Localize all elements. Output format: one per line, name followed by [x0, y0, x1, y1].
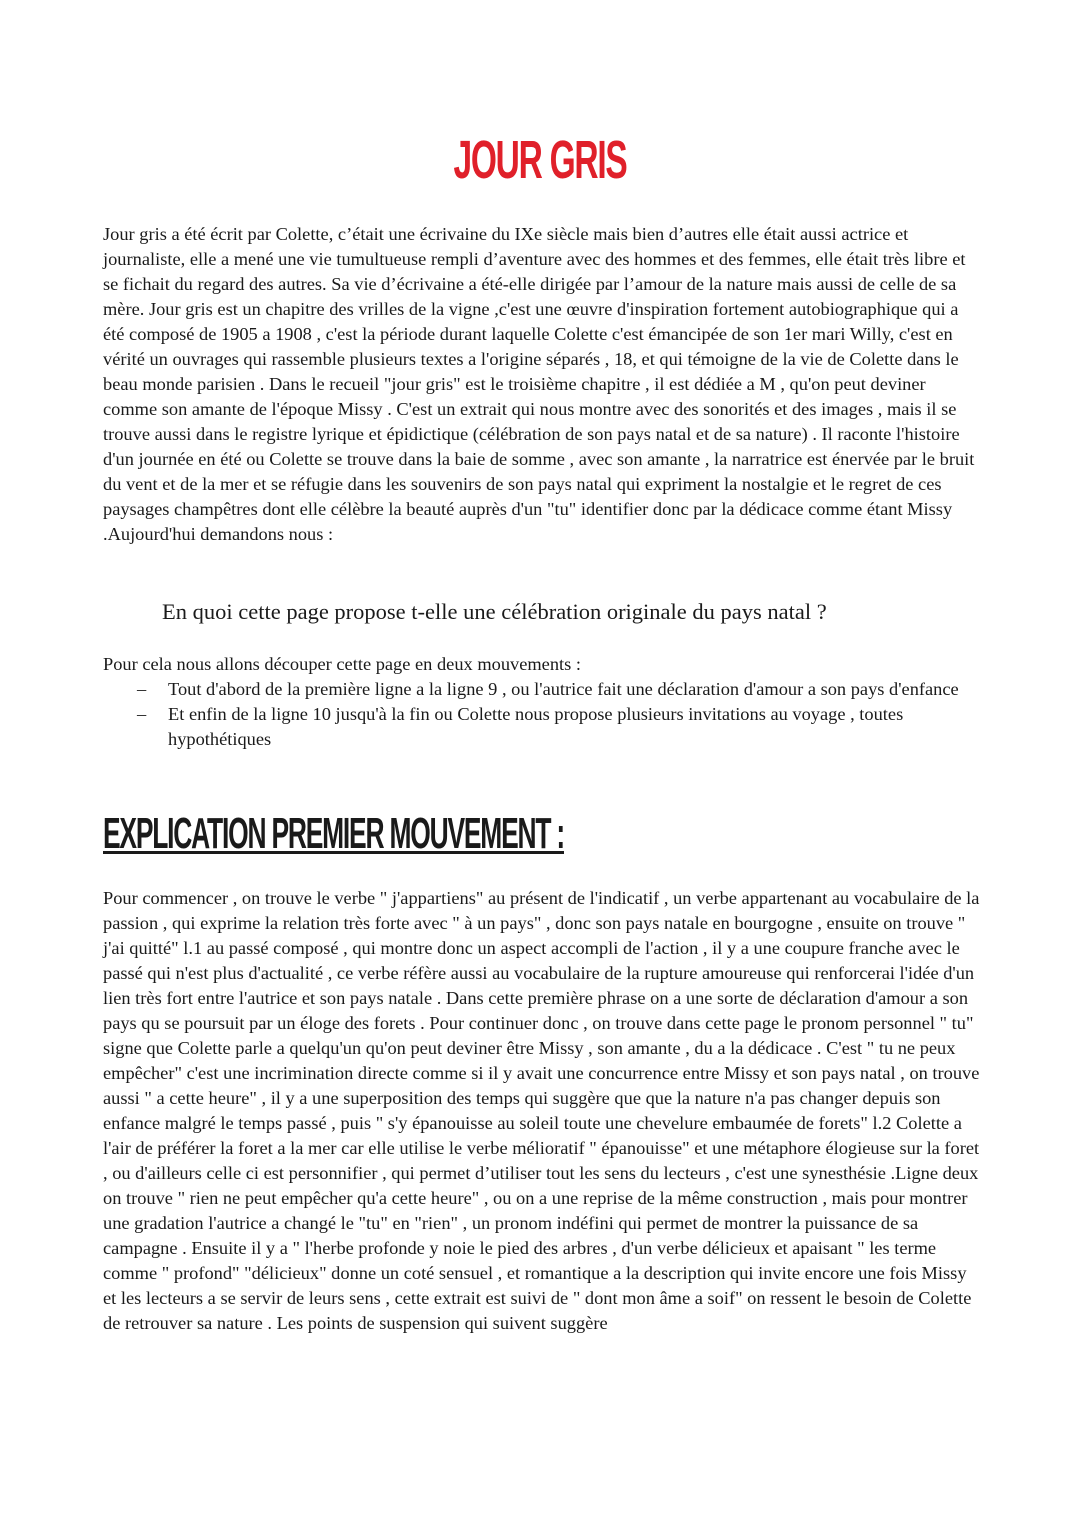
dash-bullet: – [137, 679, 147, 699]
plan-lead: Pour cela nous allons découper cette page en deux mouvements : [103, 654, 582, 674]
plan-item-text: Tout d'abord de la première ligne a la ligne 9 , ou l'autrice fait une déclaration d'amour a son pays d'enfance [168, 679, 959, 699]
problematique: En quoi cette page propose t-elle une célébration originale du pays natal ? [162, 599, 827, 624]
plan-list [103, 677, 983, 752]
list-item [103, 677, 983, 702]
explication-paragraph: Pour commencer , on trouve le verbe " j'appartiens" au présent de l'indicatif , un verbe appartenant au vocabulaire de la passion , qui exprime la relation très forte avec " à un pays" , donc son pays natale en bourgogne , ensuite on trouve " j'ai quitté" l.1 au passé composé , qui montre donc un aspect accompli de l'action , il y a une coupure franche avec le passé qui n'est plus d'actualité , ce verbe réfère aussi au vocabulaire de la rupture amoureuse qui renforcerai l'idée d'un lien très fort entre l'autrice et son pays natale . Dans cette première phrase on a une sorte de déclaration d'amour a son pays qu se poursuit par un éloge des forets . Pour continuer donc , on trouve dans cette page le pronom personnel " tu" signe que Colette parle a quelqu'un qu'on peut deviner être Missy , son amante , du a la dédicace . C'est " tu ne peux empêcher" c'est une incrimination directe comme si il y avait une concurrence entre Missy et son pays natal , on trouve aussi " a cette heure" , il y a une superposition des temps qui suggère que que la nature n'a pas changer depuis son enfance malgré le temps passé , puis " s'y épanouisse au soleil toute une chevelure embaumée de forets" l.2 Colette a l'air de préférer la foret a la mer car elle utilise le verbe mélioratif " épanouisse" et une métaphore élogieuse sur la foret , ou d'ailleurs celle ci est personnifier , qui permet d’utiliser tout les sens du lecteurs , c'est une synesthésie .Ligne deux on trouve " rien ne peut empêcher qu'a cette heure" , ou on a une reprise de la même construction , mais pour montrer une gradation l'autrice a changé le "tu" en "rien" , un pronom indéfini qui permet de montrer la puissance de sa campagne . Ensuite il y a " l'herbe profonde y noie le pied des arbres , d'un verbe délicieux et apaisant " les terme comme " profond" "délicieux" donne un coté sensuel , et romantique a la description qui invite encore une fois Missy et les lecteurs a se servir de leurs sens , cette extrait est suivi de " dont mon âme a soif" on ressent le besoin de Colette de retrouver sa nature . Les points de suspension qui suivent suggère [103, 888, 980, 1333]
page-title: JOUR GRIS [453, 130, 627, 190]
list-item [103, 702, 983, 752]
plan-item-text: Et enfin de la ligne 10 jusqu'à la fin ou Colette nous propose plusieurs invitations au voyage , toutes hypothétiques [168, 704, 904, 749]
dash-bullet: – [137, 704, 147, 724]
intro-paragraph: Jour gris a été écrit par Colette, c’était une écrivaine du IXe siècle mais bien d’autres elle était aussi actrice et journaliste, elle a mené une vie tumultueuse rempli d’aventure avec des hommes et des femmes, elle était très libre et se fichait du regard des autres. Sa vie d’écrivaine a été-elle dirigée par l’amour de la nature mais aussi de celle de sa mère. Jour gris est un chapitre des vrilles de la vigne ,c'est une œuvre d'inspiration fortement autobiographique qui a été composé de 1905 a 1908 , c'est la période durant laquelle Colette c'est émancipée de son 1er mari Willy, c'est en vérité un ouvrages qui rassemble plusieurs textes a l'origine séparés , 18, et qui témoigne de la vie de Colette dans le beau monde parisien . Dans le recueil "jour gris" est le troisième chapitre , il est dédiée a M , qu'on peut deviner comme son amante de l'époque Missy . C'est un extrait qui nous montre avec des sonorités et des images , mais il se trouve aussi dans le registre lyrique et épidictique (célébration de son pays natal et de sa nature) . Il raconte l'histoire d'un journée en été ou Colette se trouve dans la baie de somme , avec son amante , la narratrice est énervée par le bruit du vent et de la mer et se réfugie dans les souvenirs de son pays natal qui expriment la nostalgie et le regret de ces paysages champêtres dont elle célèbre la beauté auprès d'un "tu" identifier donc par la dédicace comme étant Missy .Aujourd'hui demandons nous : [103, 224, 975, 544]
section-heading: EXPLICATION PREMIER MOUVEMENT : [103, 809, 564, 858]
